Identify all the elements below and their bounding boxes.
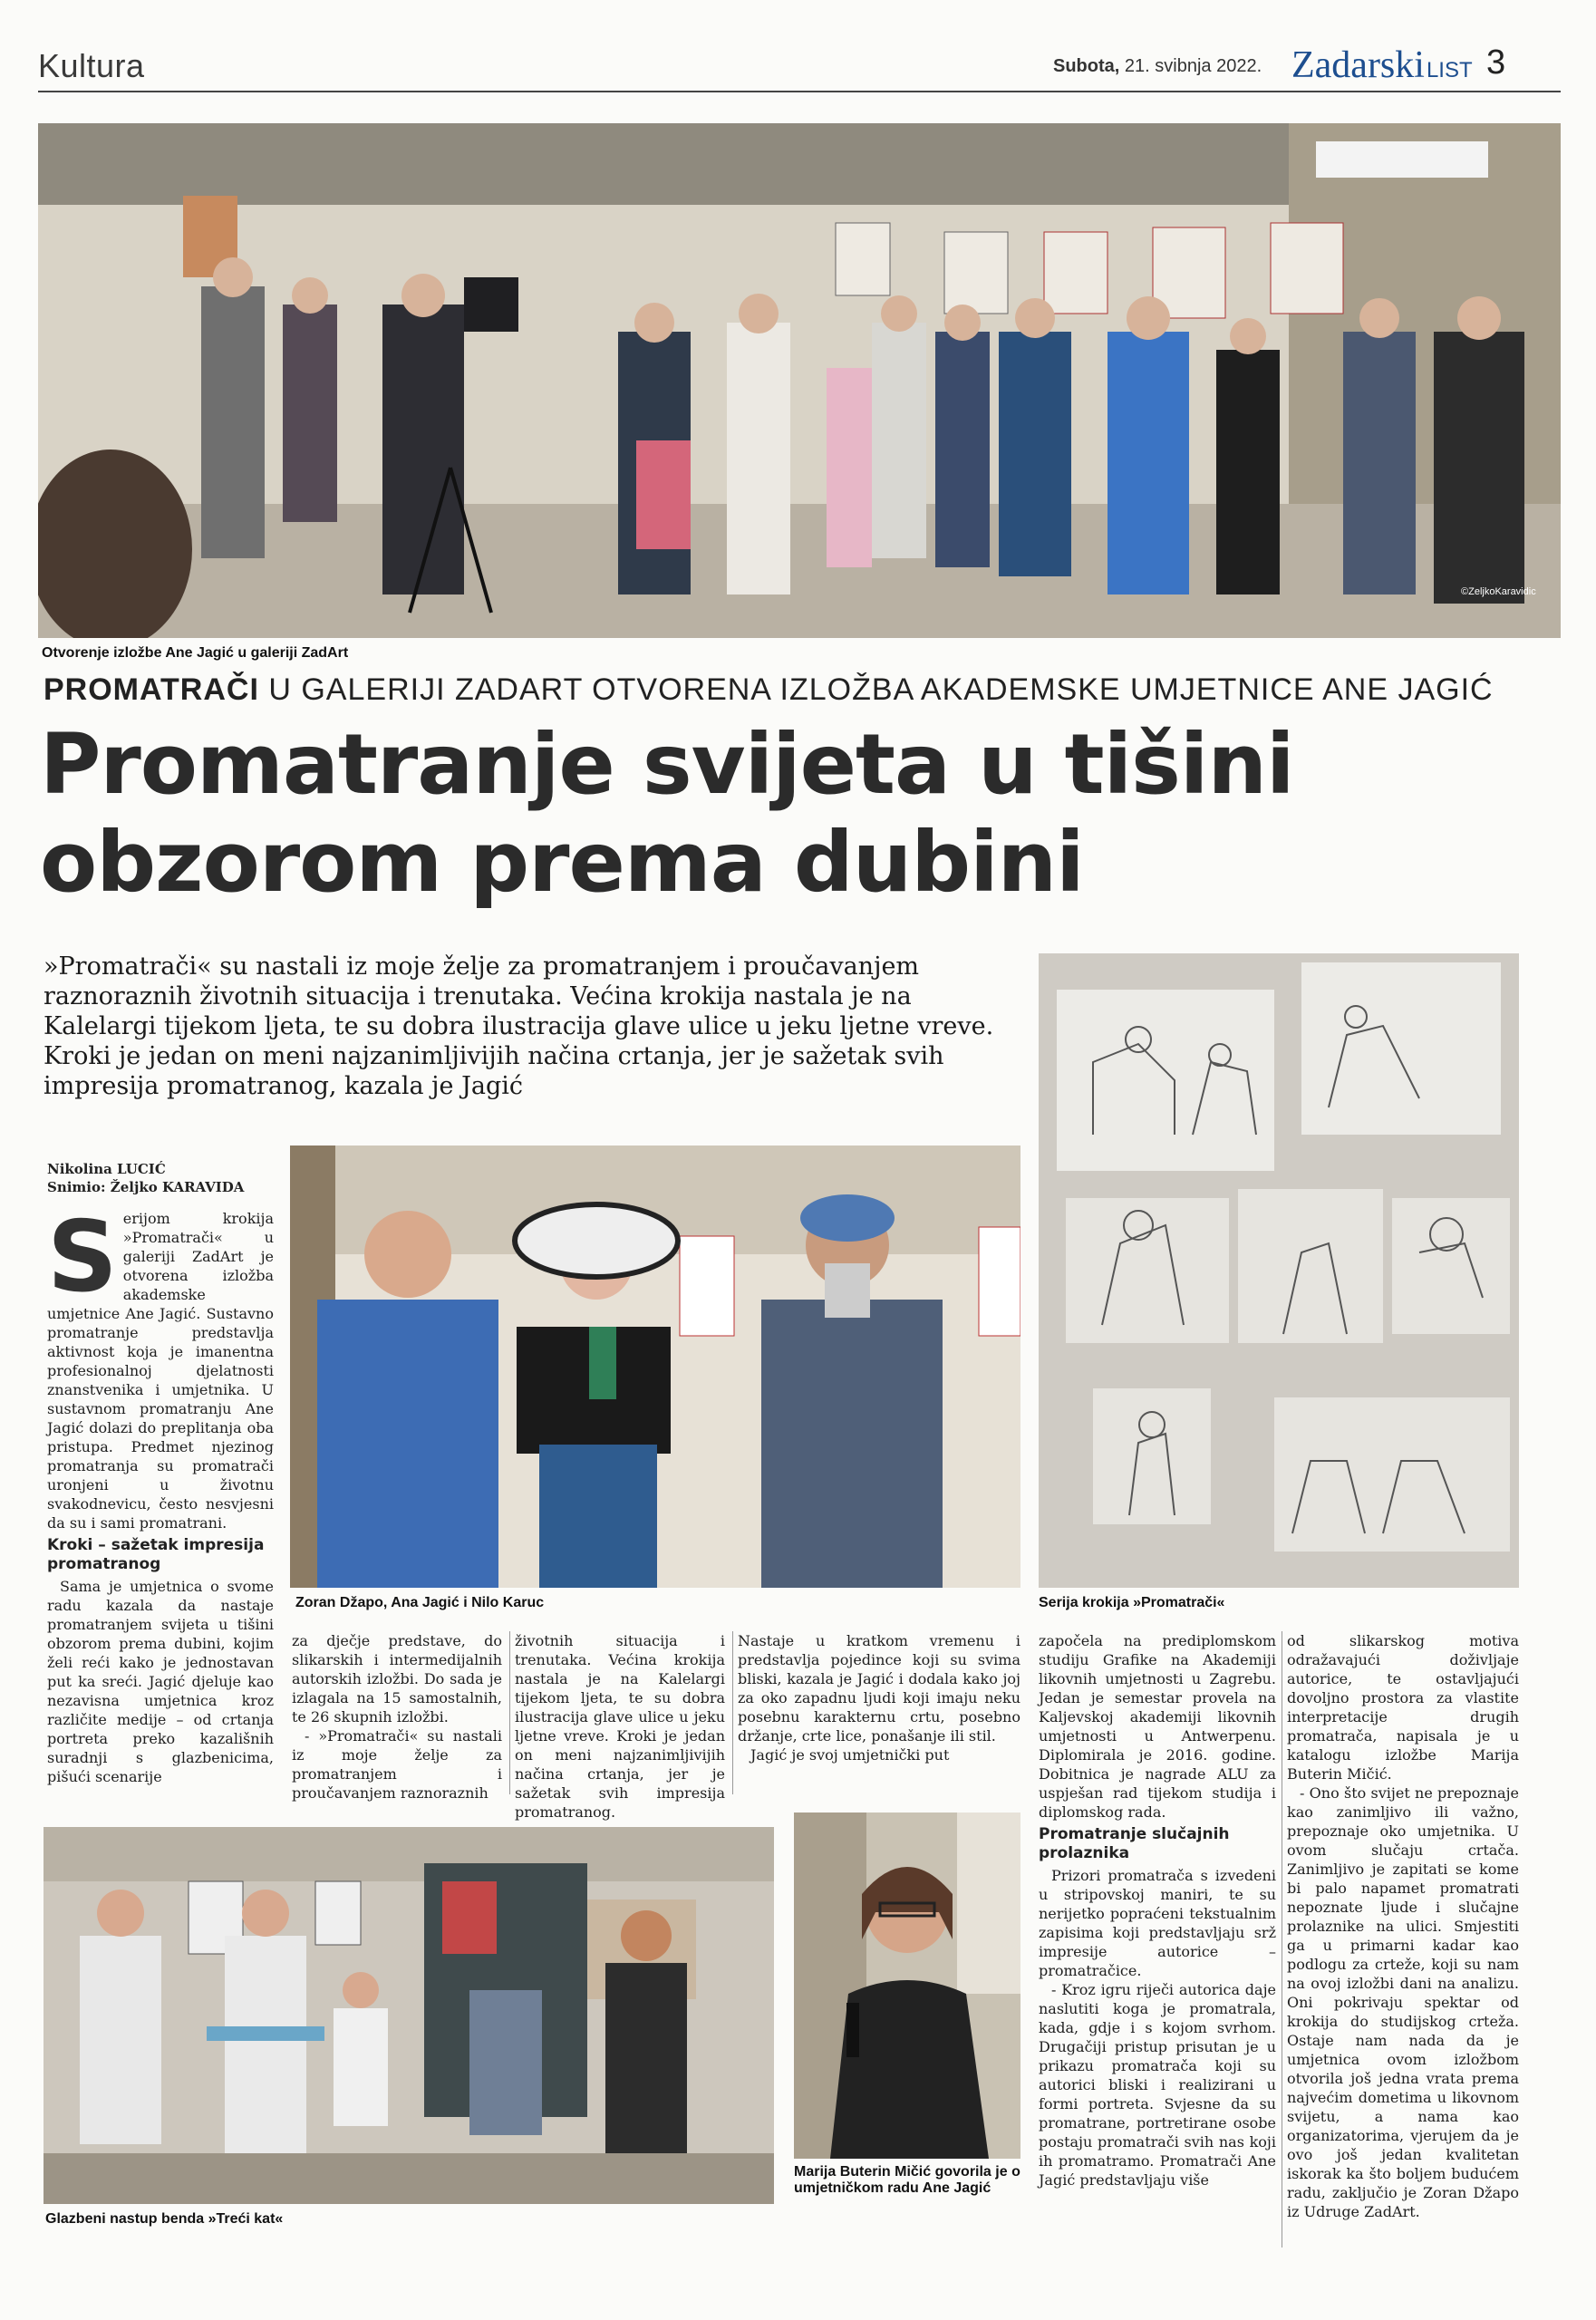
col5-paragraph-2: Prizori promatrača s izvedeni u stripovskoj maniri, te su nerijetko popraćeni tekstualnim zapisima koji predstavljaju srž impresije autorice – promatračice. bbox=[1039, 1867, 1276, 1979]
band-photo bbox=[44, 1827, 774, 2204]
date-day: Subota, bbox=[1053, 56, 1120, 76]
col4-paragraph-2: Jagić je svoj umjetnički put bbox=[750, 1746, 950, 1764]
issue-date bbox=[1053, 56, 1262, 77]
trio-image bbox=[290, 1146, 1020, 1588]
header-divider bbox=[38, 91, 1561, 92]
subhead-kroki: Kroki – sažetak impresija promatranog bbox=[47, 1536, 265, 1573]
col4-paragraph-1: Nastaje u kratkom vremenu i predstavlja pojedince koji su svima bliski, kazala je Jagić i dodala kako joj za oko zapadnu ljudi koji imaju neku posebnu karakternu crtu, posebno držanje, crte lice, ponašanje ili stil. bbox=[738, 1632, 1020, 1745]
column-divider bbox=[509, 1631, 510, 1794]
speaker-photo-caption: Marija Buterin Mičić govorila je o umjetničkom radu Ane Jagić bbox=[794, 2164, 1020, 2196]
kicker-keyword: PROMATRAČI bbox=[44, 672, 259, 707]
article-column-3 bbox=[515, 1631, 725, 1822]
speaker-image bbox=[794, 1812, 1020, 2159]
date-rest: 21. svibnja 2022. bbox=[1119, 56, 1262, 76]
article-column-5 bbox=[1039, 1631, 1276, 2190]
headline-line-2: obzorom prema dubini bbox=[40, 814, 1084, 911]
kicker bbox=[44, 672, 1494, 708]
column-divider bbox=[732, 1631, 733, 1794]
col3-paragraph-1: životnih situacija i trenutaka. Većina krokija nastala je na Kalelargi tijekom ljeta, te su dobra ilustracija glave ulice u jeku ljetne vreve. Kroki je jedan on meni najzanimljivijih načina crtanja, jer je sažetak svih impresija promatranog. bbox=[515, 1632, 725, 1821]
col5-paragraph-1: započela na prediplomskom studiju Grafike na Akademiji likovnih umjetnosti u Zagrebu. Jedan je semestar provela na Kaljevskoj akademiji likovnih umjetnosti u Antwerpenu. Diplomirala je 2016. godine. Dobitnica je nagrade ALU za uspješan rad tijekom studija i diplomskog rada. bbox=[1039, 1632, 1276, 1821]
sketches-photo-caption: Serija krokija »Promatrači« bbox=[1039, 1595, 1225, 1610]
trio-photo-caption: Zoran Džapo, Ana Jagić i Nilo Karuc bbox=[295, 1595, 545, 1610]
kicker-text: U GALERIJI ZADART OTVORENA IZLOŽBA AKADEMSKE UMJETNICE ANE JAGIĆ bbox=[258, 672, 1494, 707]
trio-photo bbox=[290, 1146, 1020, 1588]
newspaper-logo bbox=[1291, 44, 1473, 87]
dropcap: S bbox=[47, 1201, 118, 1314]
byline-photographer: Snimio: Željko KARAVIDA bbox=[47, 1179, 245, 1195]
col2-paragraph-1: za dječje predstave, do slikarskih i intermedijalnih autorskih izložbi. Do sada je izlagala na 15 samostalnih, te 26 skupnih izložbi. bbox=[292, 1632, 502, 1726]
byline bbox=[47, 1160, 244, 1196]
headline bbox=[40, 716, 1572, 912]
logo-main: Zadarski bbox=[1291, 44, 1425, 86]
sketches-photo bbox=[1039, 953, 1519, 1588]
col1-paragraph-1: erijom krokija »Promatrači« u galeriji ZadArt je otvorena izložba akademske umjetnice Ane Jagić. Sustavno promatranje predstavlja aktivnost koja je imanentna profesionalnoj djelatnosti znanstvenika i umjetnika. U sustavnom promatranju Ane Jagić dolazi do preplitanja oba pristupa. Predmet njezinog promatranja su promatrači uronjeni u životnu svakodnevicu, često nesvjesni da su i sami promatrani. bbox=[47, 1210, 274, 1532]
section-label: Kultura bbox=[38, 47, 145, 84]
band-image bbox=[44, 1827, 774, 2204]
byline-author: Nikolina LUCIĆ bbox=[47, 1161, 166, 1177]
article-column-4 bbox=[738, 1631, 1020, 1764]
subhead-prolaznici: Promatranje slučajnih prolaznika bbox=[1039, 1825, 1230, 1862]
headline-line-1: Promatranje svijeta u tišini bbox=[40, 716, 1294, 813]
gallery-crowd-image bbox=[38, 123, 1561, 638]
article-lead: »Promatrači« su nastali iz moje želje za promatranjem i proučavanjem raznoraznih životnih situacija i trenutaka. Većina krokija nastala je na Kalelargi tijekom ljeta, te su dobra ilustracija glave ulice u jeku ljetne vreve. Kroki je jedan on meni najzanimljivijih načina crtanja, jer je sažetak svih impresija promatranog, kazala je Jagić bbox=[44, 952, 994, 1100]
col6-paragraph-1: od slikarskog motiva odražavajući doživljaje autorice, te ostavljajući dovoljno prostora za vlastite interpretacije drugih promatrača, napisala je u katalogu izložbe Marija Buterin Mičić. bbox=[1287, 1632, 1519, 1783]
speaker-photo bbox=[794, 1812, 1020, 2159]
band-photo-caption: Glazbeni nastup benda »Treći kat« bbox=[45, 2211, 284, 2227]
main-photo-gallery-opening bbox=[38, 123, 1561, 638]
article-column-2 bbox=[292, 1631, 502, 1803]
sketches-image bbox=[1039, 953, 1519, 1588]
col5-paragraph-3: - Kroz igru riječi autorica daje naslutiti koga je promatrala, kada, gdje i s kojom svrhom. Drugačiji pristup prisutan je u prikazu promatrača koji su autorici bliski i realizirani u formi portreta. Svjesne da su promatrane, portretirane osobe postaju promatrači svih nas koji ih promatramo. Promatrači Ane Jagić predstavljaju više bbox=[1039, 1981, 1276, 2189]
col1-paragraph-2: Sama je umjetnica o svome radu kazala da nastaje promatranjem svijeta u tišini obzorom prema dubini, kojim želi reći kako je jednostavan put ka sreći. Jagić djeluje kao nezavisna umjetnica kroz različite medije – od crtanja portreta preko kazališnih suradnji s glazbenicima, pišući scenarije bbox=[47, 1578, 274, 1785]
main-photo-watermark: ©ZeljkoKaravidic bbox=[1461, 586, 1536, 597]
page-number: 3 bbox=[1486, 44, 1506, 82]
main-photo-caption: Otvorenje izložbe Ane Jagić u galeriji ZadArt bbox=[42, 645, 349, 661]
article-column-1 bbox=[47, 1201, 274, 1786]
logo-suffix: LIST bbox=[1426, 58, 1473, 82]
article-column-6 bbox=[1287, 1631, 1519, 2221]
col2-paragraph-2: - »Promatrači« su nastali iz moje želje za promatranjem i proučavanjem raznoraznih bbox=[292, 1727, 502, 1802]
col6-paragraph-2: - Ono što svijet ne prepoznaje kao zanimljivo ili važno, prepoznaje oko umjetnika. U ovom slučaju crtača. Zanimljivo je zapitati se kome bi palo napamet promatrati nepoznate ljude i slučajne prolaznike na ulici. Smjestiti ga u primarni kadar kao podlogu za crteže, koji su nam na ovoj izložbi dani na analizu. Oni pokrivaju spektar od krokija do studijskog crteža. Ostaje nam nada da je umjetnica ovom izložbom otvorila još jedna vrata prema najvećim dometima u likovnom svijetu, a nama kao organizatorima, vjerujem da je ovo još jedan kvalitetan iskorak ka što boljem budućem radu, zaključio je Zoran Džapo iz Udruge ZadArt. bbox=[1287, 1784, 1519, 2220]
